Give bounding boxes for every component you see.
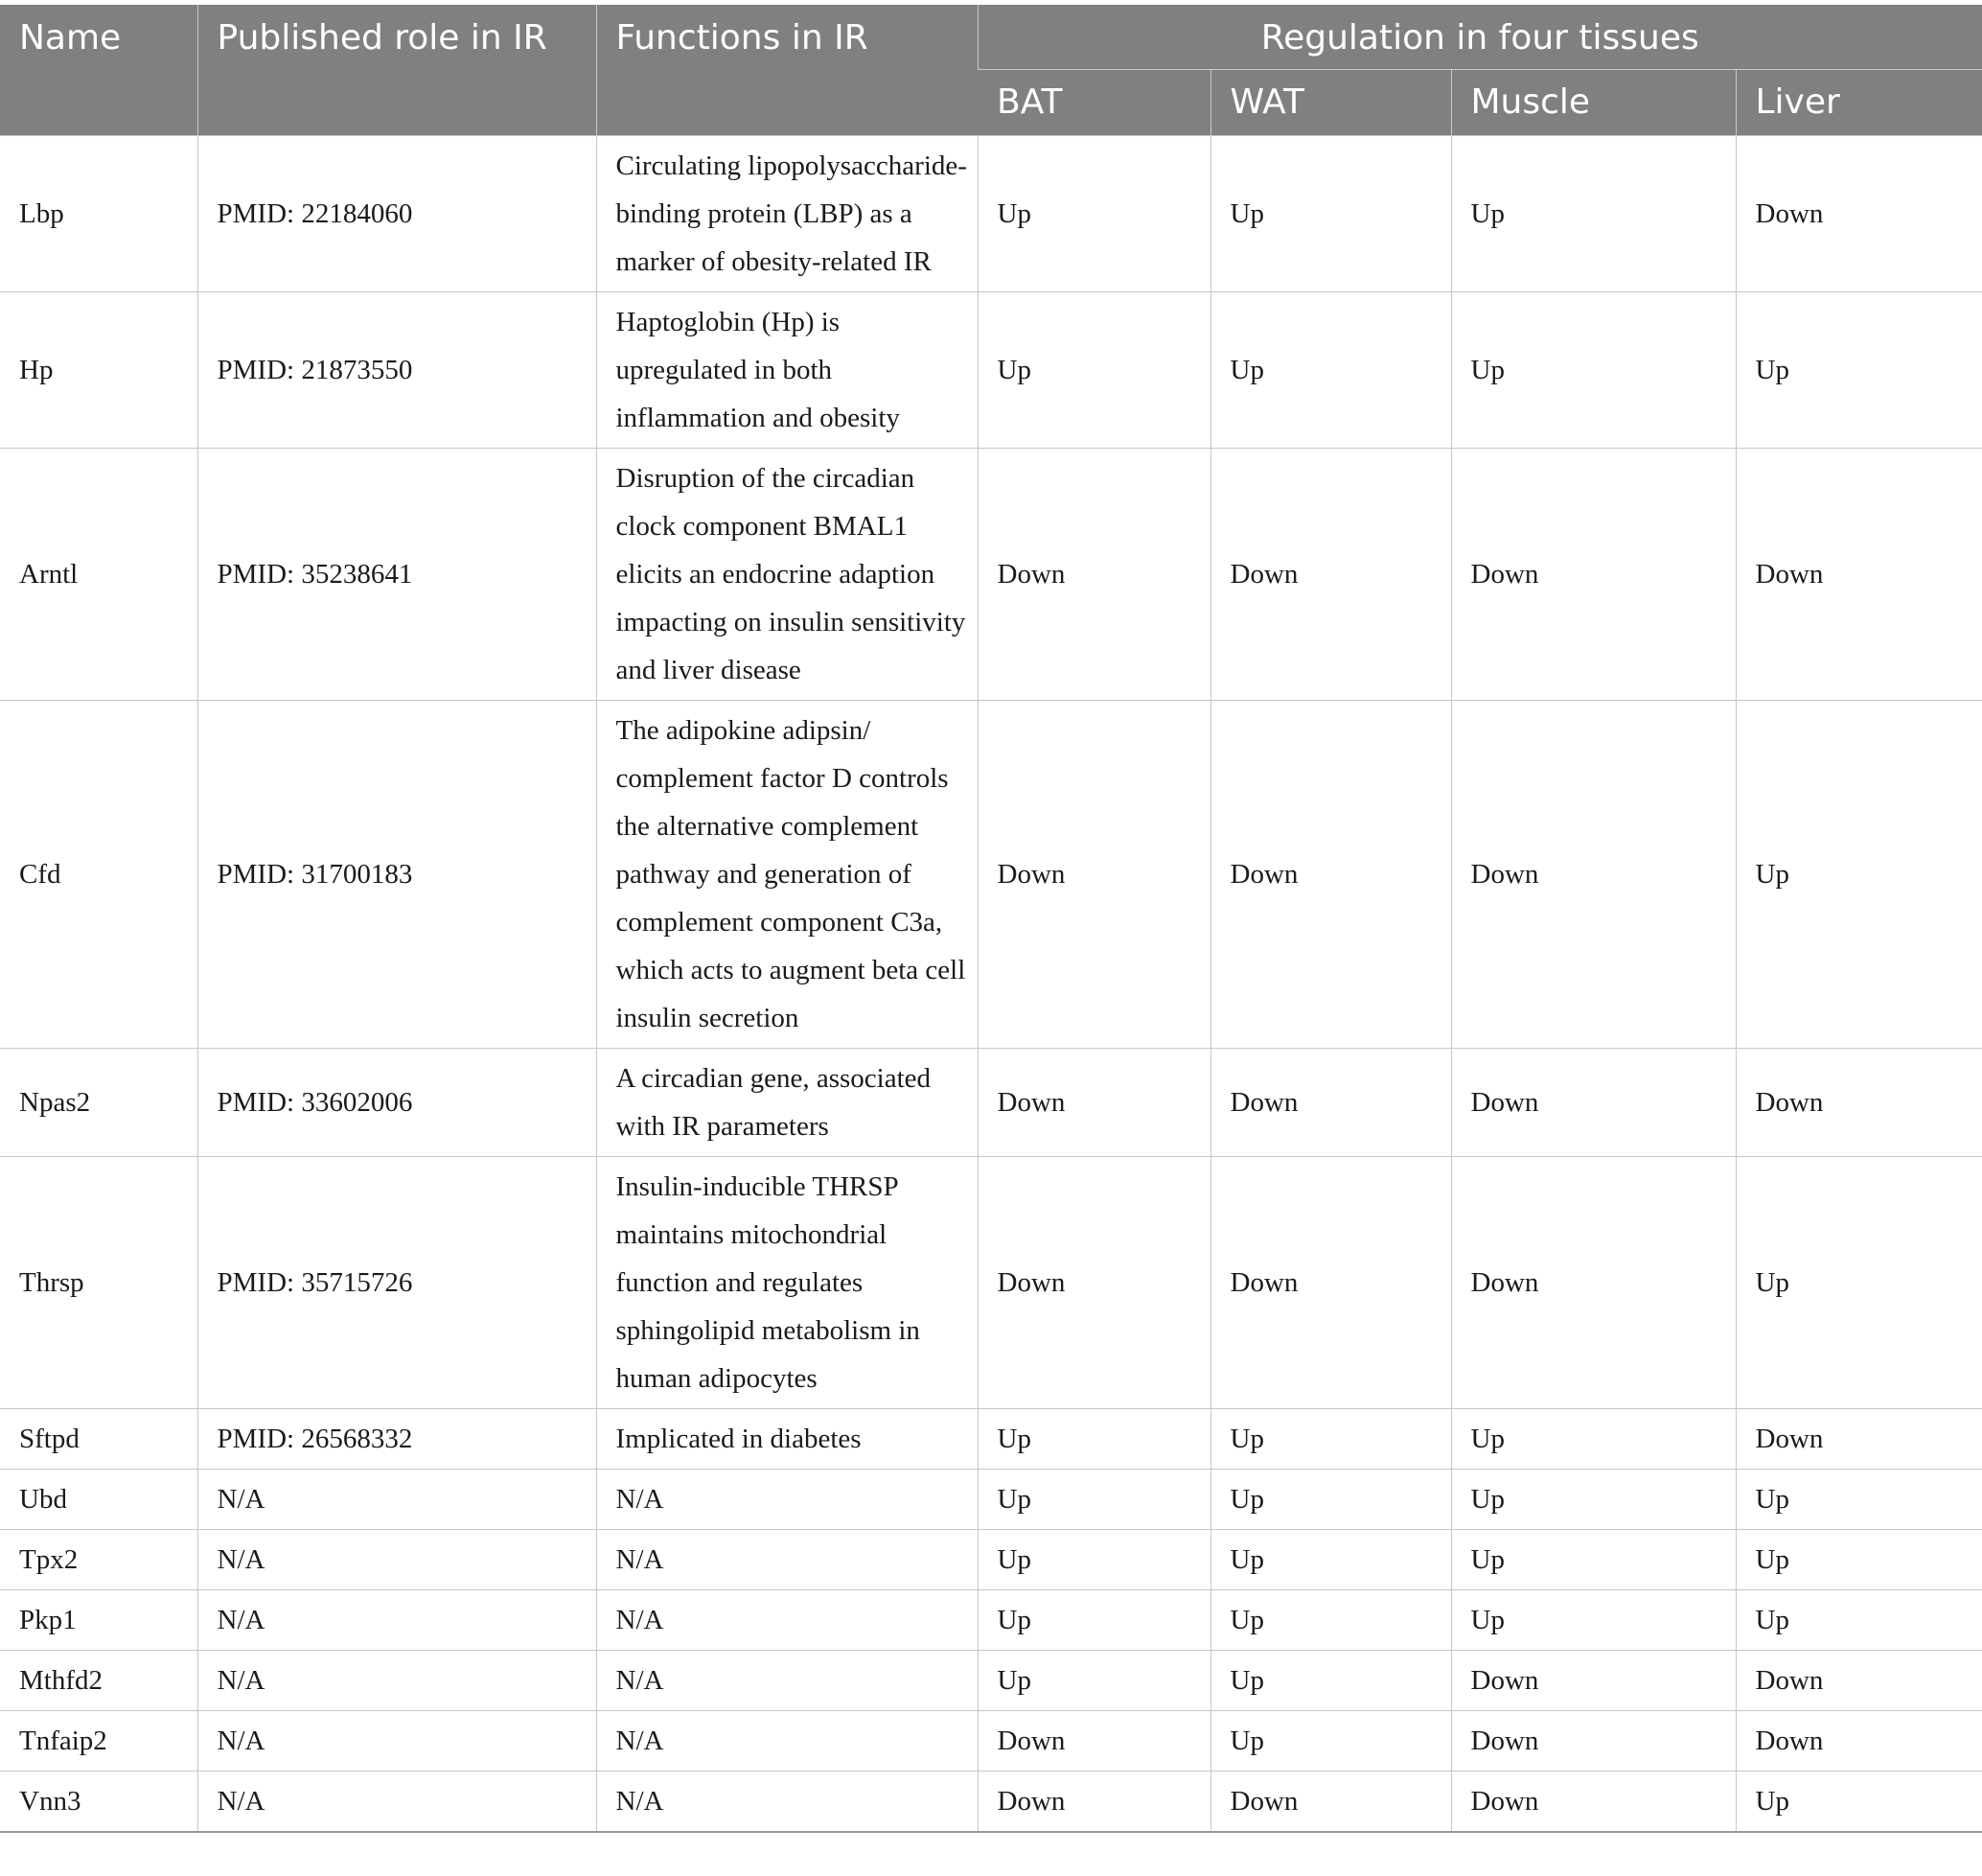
published-role-cell: PMID: 35715726	[197, 1156, 596, 1408]
bat-regulation-cell: Down	[978, 1771, 1210, 1832]
published-role-cell: PMID: 26568332	[197, 1408, 596, 1469]
function-cell: Circulating lipopolysaccharide-binding protein (LBP) as a marker of obesity-related IR	[596, 135, 978, 291]
gene-name-cell: Tpx2	[0, 1529, 197, 1589]
function-cell: Insulin-inducible THRSP maintains mitochondrial function and regulates sphingolipid metabolism in human adipocytes	[596, 1156, 978, 1408]
bat-regulation-cell: Down	[978, 1048, 1210, 1156]
liver-regulation-cell: Down	[1736, 1408, 1982, 1469]
function-cell: N/A	[596, 1650, 978, 1710]
bat-regulation-cell: Up	[978, 1650, 1210, 1710]
published-role-cell: N/A	[197, 1529, 596, 1589]
table-row	[0, 1156, 1982, 1408]
header-functions: Functions in IR	[596, 5, 978, 135]
muscle-regulation-cell: Down	[1451, 1650, 1736, 1710]
published-role-cell: N/A	[197, 1650, 596, 1710]
wat-regulation-cell: Up	[1210, 1529, 1451, 1589]
bat-regulation-cell: Up	[978, 1469, 1210, 1529]
table-row	[0, 1589, 1982, 1650]
published-role-cell: PMID: 33602006	[197, 1048, 596, 1156]
function-cell: N/A	[596, 1771, 978, 1832]
muscle-regulation-cell: Down	[1451, 448, 1736, 700]
table-row	[0, 1469, 1982, 1529]
table-row	[0, 1650, 1982, 1710]
bat-regulation-cell: Up	[978, 1408, 1210, 1469]
header-name: Name	[0, 5, 197, 135]
gene-name-cell: Hp	[0, 291, 197, 448]
bat-regulation-cell: Down	[978, 1710, 1210, 1771]
liver-regulation-cell: Down	[1736, 448, 1982, 700]
header-bat: BAT	[978, 69, 1210, 135]
liver-regulation-cell: Up	[1736, 1156, 1982, 1408]
wat-regulation-cell: Up	[1210, 1469, 1451, 1529]
table-row	[0, 291, 1982, 448]
published-role-cell: PMID: 35238641	[197, 448, 596, 700]
liver-regulation-cell: Down	[1736, 1710, 1982, 1771]
gene-name-cell: Vnn3	[0, 1771, 197, 1832]
muscle-regulation-cell: Up	[1451, 291, 1736, 448]
function-cell: A circadian gene, associated with IR parameters	[596, 1048, 978, 1156]
liver-regulation-cell: Down	[1736, 1048, 1982, 1156]
gene-name-cell: Arntl	[0, 448, 197, 700]
table-row	[0, 1710, 1982, 1771]
table-row	[0, 448, 1982, 700]
function-cell: N/A	[596, 1710, 978, 1771]
header-regulation-group: Regulation in four tissues	[978, 5, 1982, 69]
muscle-regulation-cell: Up	[1451, 135, 1736, 291]
wat-regulation-cell: Down	[1210, 1771, 1451, 1832]
liver-regulation-cell: Up	[1736, 1771, 1982, 1832]
gene-name-cell: Npas2	[0, 1048, 197, 1156]
function-cell: Implicated in diabetes	[596, 1408, 978, 1469]
header-muscle: Muscle	[1451, 69, 1736, 135]
gene-name-cell: Mthfd2	[0, 1650, 197, 1710]
published-role-cell: N/A	[197, 1771, 596, 1832]
wat-regulation-cell: Down	[1210, 1156, 1451, 1408]
published-role-cell: PMID: 31700183	[197, 700, 596, 1048]
wat-regulation-cell: Up	[1210, 291, 1451, 448]
function-cell: Disruption of the circadian clock component BMAL1 elicits an endocrine adaption impacting on insulin sensitivity and liver disease	[596, 448, 978, 700]
bat-regulation-cell: Down	[978, 1156, 1210, 1408]
liver-regulation-cell: Up	[1736, 700, 1982, 1048]
header-published-role: Published role in IR	[197, 5, 596, 135]
table-row	[0, 700, 1982, 1048]
table-row	[0, 1048, 1982, 1156]
liver-regulation-cell: Up	[1736, 1469, 1982, 1529]
gene-name-cell: Lbp	[0, 135, 197, 291]
table-header	[0, 5, 1982, 135]
muscle-regulation-cell: Down	[1451, 1156, 1736, 1408]
liver-regulation-cell: Down	[1736, 135, 1982, 291]
gene-name-cell: Sftpd	[0, 1408, 197, 1469]
wat-regulation-cell: Up	[1210, 1589, 1451, 1650]
published-role-cell: N/A	[197, 1589, 596, 1650]
wat-regulation-cell: Up	[1210, 135, 1451, 291]
published-role-cell: N/A	[197, 1469, 596, 1529]
gene-name-cell: Pkp1	[0, 1589, 197, 1650]
muscle-regulation-cell: Up	[1451, 1589, 1736, 1650]
muscle-regulation-cell: Up	[1451, 1469, 1736, 1529]
wat-regulation-cell: Up	[1210, 1650, 1451, 1710]
header-wat: WAT	[1210, 69, 1451, 135]
muscle-regulation-cell: Up	[1451, 1529, 1736, 1589]
table-row	[0, 135, 1982, 291]
muscle-regulation-cell: Down	[1451, 1048, 1736, 1156]
wat-regulation-cell: Down	[1210, 700, 1451, 1048]
bat-regulation-cell: Up	[978, 291, 1210, 448]
gene-name-cell: Cfd	[0, 700, 197, 1048]
gene-name-cell: Ubd	[0, 1469, 197, 1529]
published-role-cell: N/A	[197, 1710, 596, 1771]
muscle-regulation-cell: Down	[1451, 700, 1736, 1048]
liver-regulation-cell: Up	[1736, 291, 1982, 448]
wat-regulation-cell: Down	[1210, 1048, 1451, 1156]
wat-regulation-cell: Up	[1210, 1408, 1451, 1469]
function-cell: N/A	[596, 1529, 978, 1589]
table-body	[0, 135, 1982, 1832]
table-row	[0, 1771, 1982, 1832]
wat-regulation-cell: Up	[1210, 1710, 1451, 1771]
bat-regulation-cell: Down	[978, 448, 1210, 700]
bat-regulation-cell: Up	[978, 135, 1210, 291]
bat-regulation-cell: Up	[978, 1529, 1210, 1589]
gene-name-cell: Tnfaip2	[0, 1710, 197, 1771]
function-cell: The adipokine adipsin/ complement factor D controls the alternative complement pathway and generation of complement component C3a, which acts to augment beta cell insulin secretion	[596, 700, 978, 1048]
bat-regulation-cell: Down	[978, 700, 1210, 1048]
liver-regulation-cell: Up	[1736, 1529, 1982, 1589]
gene-name-cell: Thrsp	[0, 1156, 197, 1408]
function-cell: Haptoglobin (Hp) is upregulated in both inflammation and obesity	[596, 291, 978, 448]
muscle-regulation-cell: Up	[1451, 1408, 1736, 1469]
function-cell: N/A	[596, 1589, 978, 1650]
wat-regulation-cell: Down	[1210, 448, 1451, 700]
table-row	[0, 1408, 1982, 1469]
liver-regulation-cell: Down	[1736, 1650, 1982, 1710]
bat-regulation-cell: Up	[978, 1589, 1210, 1650]
liver-regulation-cell: Up	[1736, 1589, 1982, 1650]
gene-regulation-table	[0, 5, 1982, 1833]
table-row	[0, 1529, 1982, 1589]
header-liver: Liver	[1736, 69, 1982, 135]
published-role-cell: PMID: 22184060	[197, 135, 596, 291]
muscle-regulation-cell: Down	[1451, 1771, 1736, 1832]
published-role-cell: PMID: 21873550	[197, 291, 596, 448]
muscle-regulation-cell: Down	[1451, 1710, 1736, 1771]
function-cell: N/A	[596, 1469, 978, 1529]
